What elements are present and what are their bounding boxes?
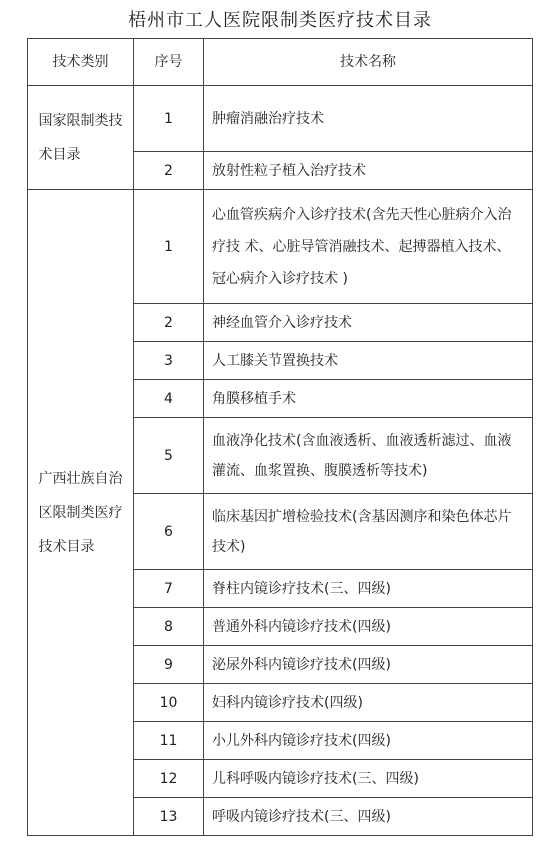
row-number: 7 (134, 570, 204, 608)
technology-name: 临床基因扩增检验技术(含基因测序和染色体芯片技术) (204, 494, 533, 570)
header-number: 序号 (134, 39, 204, 86)
category-label: 广西壮族自治区限制类医疗技术目录 (38, 470, 123, 555)
header-category: 技术类别 (28, 39, 134, 86)
table-header-row (28, 39, 533, 86)
technology-name: 脊柱内镜诊疗技术(三、四级) (204, 570, 533, 608)
row-number: 2 (134, 304, 204, 342)
technology-name: 人工膝关节置换技术 (204, 342, 533, 380)
category-cell-guangxi (28, 190, 134, 836)
row-number: 5 (134, 418, 204, 494)
technology-name: 角膜移植手术 (204, 380, 533, 418)
technology-name: 肿瘤消融治疗技术 (204, 86, 533, 152)
row-number: 1 (134, 190, 204, 304)
technology-name: 呼吸内镜诊疗技术(三、四级) (204, 798, 533, 836)
technology-name: 妇科内镜诊疗技术(四级) (204, 684, 533, 722)
row-number: 11 (134, 722, 204, 760)
technology-name: 普通外科内镜诊疗技术(四级) (204, 608, 533, 646)
row-number: 6 (134, 494, 204, 570)
row-number: 12 (134, 760, 204, 798)
header-name: 技术名称 (204, 39, 533, 86)
row-number: 3 (134, 342, 204, 380)
technology-name: 心血管疾病介入诊疗技术(含先天性心脏病介入治疗技 术、心脏导管消融技术、起搏器植入技术、冠心病介入诊疗技术 ) (204, 190, 533, 304)
row-number: 1 (134, 86, 204, 152)
technology-name: 儿科呼吸内镜诊疗技术(三、四级) (204, 760, 533, 798)
technology-catalog-table (27, 38, 533, 836)
technology-name: 放射性粒子植入治疗技术 (204, 152, 533, 190)
row-number: 13 (134, 798, 204, 836)
technology-name: 小儿外科内镜诊疗技术(四级) (204, 722, 533, 760)
document-title: 梧州市工人医院限制类医疗技术目录 (128, 10, 432, 31)
row-number: 9 (134, 646, 204, 684)
table-row (28, 190, 533, 304)
table-row (28, 86, 533, 152)
category-label: 国家限制类技术目录 (38, 112, 123, 163)
row-number: 10 (134, 684, 204, 722)
technology-name: 神经血管介入诊疗技术 (204, 304, 533, 342)
technology-name: 血液净化技术(含血液透析、血液透析滤过、血液灌流、血浆置换、腹膜透析等技术) (204, 418, 533, 494)
row-number: 4 (134, 380, 204, 418)
technology-name: 泌尿外科内镜诊疗技术(四级) (204, 646, 533, 684)
row-number: 2 (134, 152, 204, 190)
category-cell-national (28, 86, 134, 190)
row-number: 8 (134, 608, 204, 646)
